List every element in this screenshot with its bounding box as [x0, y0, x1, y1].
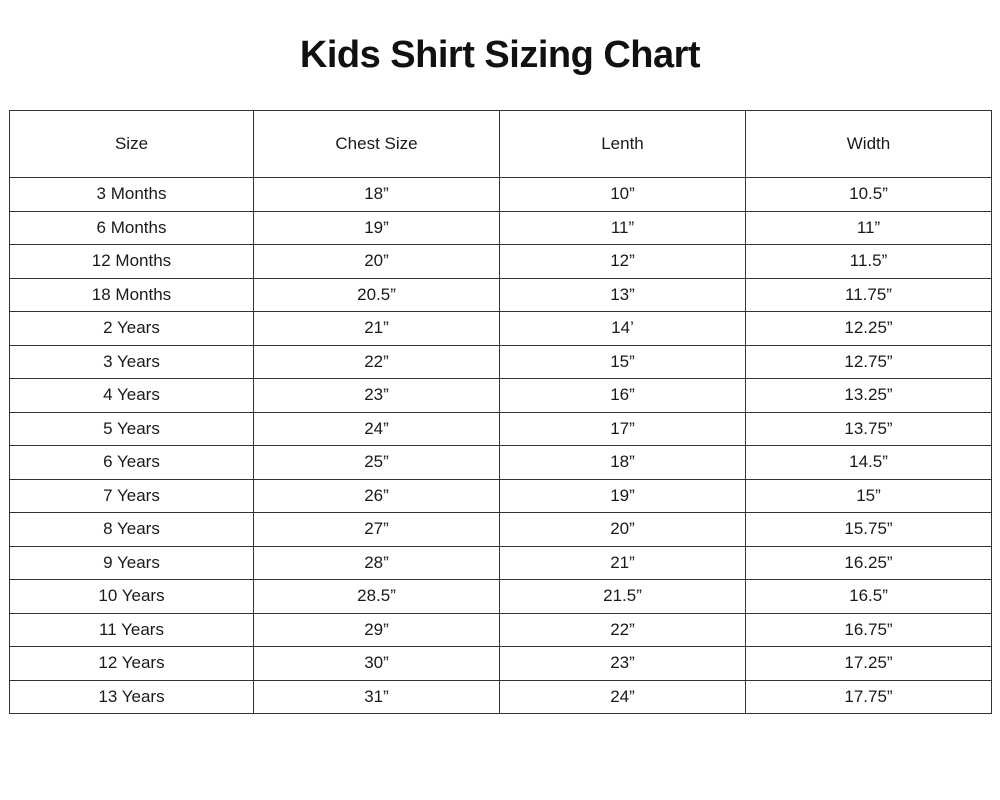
- table-row: [10, 513, 992, 547]
- table-row: [10, 446, 992, 480]
- column-header-width: Width: [746, 111, 992, 178]
- cell-chest-size: 25”: [254, 446, 500, 480]
- cell-size: 8 Years: [10, 513, 254, 547]
- table-row: [10, 546, 992, 580]
- cell-length: 17”: [500, 412, 746, 446]
- cell-length: 21.5”: [500, 580, 746, 614]
- cell-chest-size: 28”: [254, 546, 500, 580]
- cell-size: 3 Months: [10, 178, 254, 212]
- cell-chest-size: 31”: [254, 680, 500, 714]
- cell-width: 12.75”: [746, 345, 992, 379]
- cell-size: 4 Years: [10, 379, 254, 413]
- table-row: [10, 647, 992, 681]
- table-body: [10, 178, 992, 714]
- cell-length: 10”: [500, 178, 746, 212]
- cell-width: 17.75”: [746, 680, 992, 714]
- cell-size: 6 Years: [10, 446, 254, 480]
- cell-length: 18”: [500, 446, 746, 480]
- cell-size: 12 Years: [10, 647, 254, 681]
- cell-size: 7 Years: [10, 479, 254, 513]
- cell-chest-size: 27”: [254, 513, 500, 547]
- table-row: [10, 245, 992, 279]
- cell-size: 13 Years: [10, 680, 254, 714]
- cell-size: 6 Months: [10, 211, 254, 245]
- cell-width: 17.25”: [746, 647, 992, 681]
- table-row: [10, 312, 992, 346]
- cell-size: 12 Months: [10, 245, 254, 279]
- cell-length: 14’: [500, 312, 746, 346]
- table-row: [10, 379, 992, 413]
- cell-width: 11.75”: [746, 278, 992, 312]
- cell-chest-size: 21”: [254, 312, 500, 346]
- cell-chest-size: 20.5”: [254, 278, 500, 312]
- cell-width: 16.25”: [746, 546, 992, 580]
- cell-chest-size: 29”: [254, 613, 500, 647]
- cell-chest-size: 18”: [254, 178, 500, 212]
- cell-size: 18 Months: [10, 278, 254, 312]
- cell-width: 13.25”: [746, 379, 992, 413]
- table-row: [10, 613, 992, 647]
- cell-width: 16.75”: [746, 613, 992, 647]
- table-row: [10, 178, 992, 212]
- table-header-row: [10, 111, 992, 178]
- cell-size: 2 Years: [10, 312, 254, 346]
- cell-width: 16.5”: [746, 580, 992, 614]
- page-title: Kids Shirt Sizing Chart: [299, 34, 701, 76]
- table-row: [10, 412, 992, 446]
- cell-chest-size: 30”: [254, 647, 500, 681]
- cell-length: 15”: [500, 345, 746, 379]
- cell-length: 12”: [500, 245, 746, 279]
- cell-width: 15”: [746, 479, 992, 513]
- cell-size: 5 Years: [10, 412, 254, 446]
- cell-width: 11”: [746, 211, 992, 245]
- cell-length: 20”: [500, 513, 746, 547]
- cell-width: 11.5”: [746, 245, 992, 279]
- cell-chest-size: 20”: [254, 245, 500, 279]
- cell-width: 13.75”: [746, 412, 992, 446]
- cell-chest-size: 22”: [254, 345, 500, 379]
- cell-width: 14.5”: [746, 446, 992, 480]
- cell-chest-size: 19”: [254, 211, 500, 245]
- cell-length: 23”: [500, 647, 746, 681]
- cell-chest-size: 23”: [254, 379, 500, 413]
- table-row: [10, 211, 992, 245]
- cell-length: 22”: [500, 613, 746, 647]
- cell-size: 9 Years: [10, 546, 254, 580]
- cell-length: 16”: [500, 379, 746, 413]
- cell-size: 10 Years: [10, 580, 254, 614]
- cell-size: 11 Years: [10, 613, 254, 647]
- cell-chest-size: 28.5”: [254, 580, 500, 614]
- cell-chest-size: 26”: [254, 479, 500, 513]
- cell-length: 19”: [500, 479, 746, 513]
- table-row: [10, 680, 992, 714]
- cell-length: 13”: [500, 278, 746, 312]
- cell-width: 15.75”: [746, 513, 992, 547]
- column-header-length: Lenth: [500, 111, 746, 178]
- cell-length: 21”: [500, 546, 746, 580]
- cell-chest-size: 24”: [254, 412, 500, 446]
- column-header-chest-size: Chest Size: [254, 111, 500, 178]
- table-row: [10, 345, 992, 379]
- column-header-size: Size: [10, 111, 254, 178]
- table-row: [10, 479, 992, 513]
- table-row: [10, 580, 992, 614]
- cell-size: 3 Years: [10, 345, 254, 379]
- table-row: [10, 278, 992, 312]
- cell-length: 11”: [500, 211, 746, 245]
- cell-length: 24”: [500, 680, 746, 714]
- cell-width: 10.5”: [746, 178, 992, 212]
- cell-width: 12.25”: [746, 312, 992, 346]
- sizing-table: [9, 110, 992, 714]
